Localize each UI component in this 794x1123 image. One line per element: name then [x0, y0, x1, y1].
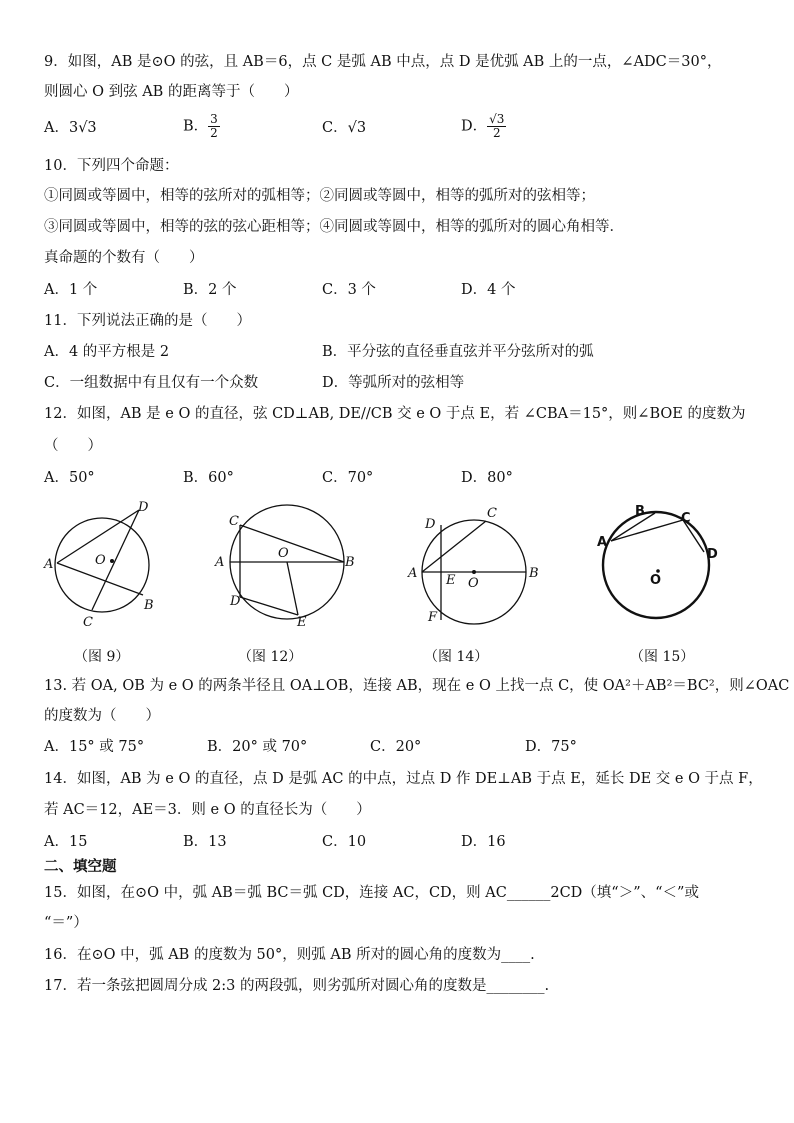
fig12-caption: （图 12）	[238, 649, 303, 665]
q9-option-b-num: 3	[210, 112, 218, 126]
q9-option-b-label: B．	[183, 118, 209, 135]
fig9-label-b: B	[144, 598, 154, 613]
q16-line1: 16．在⊙O 中，弧 AB 的度数为 50°，则弧 AB 所对的圆心角的度数为____.	[44, 947, 535, 963]
q12-line1: 12．如图，AB 是 e O 的直径，弦 CD⊥AB, DE//CB 交 e O 于点 E，若 ∠CBA＝15°，则∠BOE 的度数为	[44, 406, 746, 422]
q9-option-c: C．√3	[322, 120, 367, 136]
q9-line2: 则圆心 O 到弦 AB 的距离等于（ ）	[44, 84, 299, 100]
fig14-label-a: A	[408, 566, 418, 581]
q14-option-d: D．16	[461, 834, 506, 850]
q14-option-a: A．15	[44, 834, 88, 850]
fig14-label-e: E	[446, 573, 456, 588]
fig15-label-o: O	[650, 573, 662, 588]
q12-option-a: A．50°	[44, 470, 95, 486]
q14-option-c: C．10	[322, 834, 367, 850]
fig9-center-dot	[110, 559, 114, 563]
q13-line1: 13. 若 OA, OB 为 e O 的两条半径且 OA⊥OB，连接 AB，现在 e O 上找一点 C，使 OA²＋AB²＝BC²，则∠OAC	[44, 678, 790, 694]
q9-option-d-den: 2	[492, 126, 501, 140]
q14-line2: 若 AC＝12，AE＝3．则 e O 的直径长为（ ）	[44, 802, 371, 818]
fig12-radius-oe	[287, 562, 298, 615]
figure-14	[407, 506, 539, 625]
fig14-label-d: D	[425, 517, 436, 532]
q9-option-a: A．3√3	[44, 120, 97, 136]
figure-9	[43, 500, 154, 630]
fig14-label-c: C	[487, 506, 497, 521]
fig14-label-b: B	[529, 566, 539, 581]
q12-option-d: D．80°	[461, 470, 513, 486]
q9-option-b	[183, 113, 220, 140]
q10-option-d: D．4 个	[461, 282, 516, 298]
q10-option-b: B．2 个	[183, 282, 237, 298]
fig14-label-f: F	[428, 610, 438, 625]
fig14-label-o: O	[468, 576, 479, 591]
q12-option-b: B．60°	[183, 470, 234, 486]
fig9-caption: （图 9）	[74, 649, 130, 665]
fig12-label-e: E	[297, 615, 307, 630]
q11-option-d: D．等弧所对的弦相等	[322, 375, 465, 391]
fig14-caption: （图 14）	[424, 649, 489, 665]
q10-option-c: C．3 个	[322, 282, 376, 298]
fig15-caption: （图 15）	[630, 649, 695, 665]
q13-option-a: A．15° 或 75°	[44, 739, 145, 755]
q9-line1: 9．如图，AB 是⊙O 的弦，且 AB＝6，点 C 是弧 AB 中点，点 D 是优弧 AB 上的一点，∠ADC＝30°，	[44, 54, 722, 70]
q10-line4: 真命题的个数有（ ）	[44, 250, 204, 266]
fig12-label-d: D	[230, 594, 241, 609]
fig9-label-o: O	[95, 553, 106, 568]
fig15-label-a: A	[597, 535, 608, 550]
q14-option-b: B．13	[183, 834, 227, 850]
q15-line1: 15．如图，在⊙O 中，弧 AB＝弧 BC＝弧 CD，连接 AC，CD，则 AC______2CD（填“＞”、“＜”或	[44, 885, 699, 901]
q17-line1: 17．若一条弦把圆周分成 2:3 的两段弧，则劣弧所对圆心角的度数是________.	[44, 978, 550, 994]
fig14-center-dot	[472, 570, 476, 574]
q14-line1: 14．如图，AB 为 e O 的直径，点 D 是弧 AC 的中点，过点 D 作 DE⊥AB 于点 E，延长 DE 交 e O 于点 F，	[44, 771, 763, 787]
q10-line2: ①同圆或等圆中，相等的弦所对的弧相等；②同圆或等圆中，相等的弧所对的弦相等；	[44, 188, 595, 204]
q9-option-d-num: √3	[489, 112, 505, 126]
fig12-label-b: B	[345, 555, 355, 570]
q11-option-b: B．平分弦的直径垂直弦并平分弦所对的弧	[322, 344, 594, 360]
q12-option-c: C．70°	[322, 470, 374, 486]
fig9-label-a: A	[44, 557, 54, 572]
q13-line2: 的度数为（ ）	[44, 708, 160, 724]
fig9-label-d: D	[138, 500, 149, 515]
q11-line1: 11．下列说法正确的是（ ）	[44, 313, 251, 329]
q10-line3: ③同圆或等圆中，相等的弦的弦心距相等；④同圆或等圆中，相等的弧所对的圆心角相等．	[44, 219, 624, 235]
q13-option-b: B．20° 或 70°	[207, 739, 308, 755]
q9-option-d-label: D．	[461, 118, 488, 135]
fig12-chord-de	[240, 597, 298, 615]
q13-option-c: C．20°	[370, 739, 422, 755]
q9-option-d	[461, 113, 506, 140]
fig15-label-b: B	[635, 504, 645, 519]
fig12-label-a: A	[215, 555, 225, 570]
fig15-label-c: C	[681, 511, 691, 526]
figure-15	[597, 504, 718, 618]
q9-option-b-den: 2	[210, 126, 218, 140]
fig12-label-o: O	[278, 546, 289, 561]
q11-option-c: C．一组数据中有且仅有一个众数	[44, 375, 259, 391]
fig12-label-c: C	[229, 514, 239, 529]
q12-line2: （ ）	[44, 438, 102, 454]
q15-line2: “＝”）	[44, 915, 88, 931]
q10-line1: 10．下列四个命题：	[44, 158, 179, 174]
fig15-label-d: D	[707, 547, 718, 562]
q9-option-b-fraction	[208, 113, 220, 140]
fig12-chord-cb	[240, 525, 344, 562]
fig9-label-c: C	[83, 615, 93, 630]
q11-option-a: A．4 的平方根是 2	[44, 344, 170, 360]
q10-option-a: A．1 个	[44, 282, 98, 298]
q9-option-d-fraction	[487, 113, 506, 140]
figure-12	[214, 505, 355, 630]
section-heading-fill-blank: 二、填空题	[44, 858, 117, 875]
q13-option-d: D．75°	[525, 739, 577, 755]
